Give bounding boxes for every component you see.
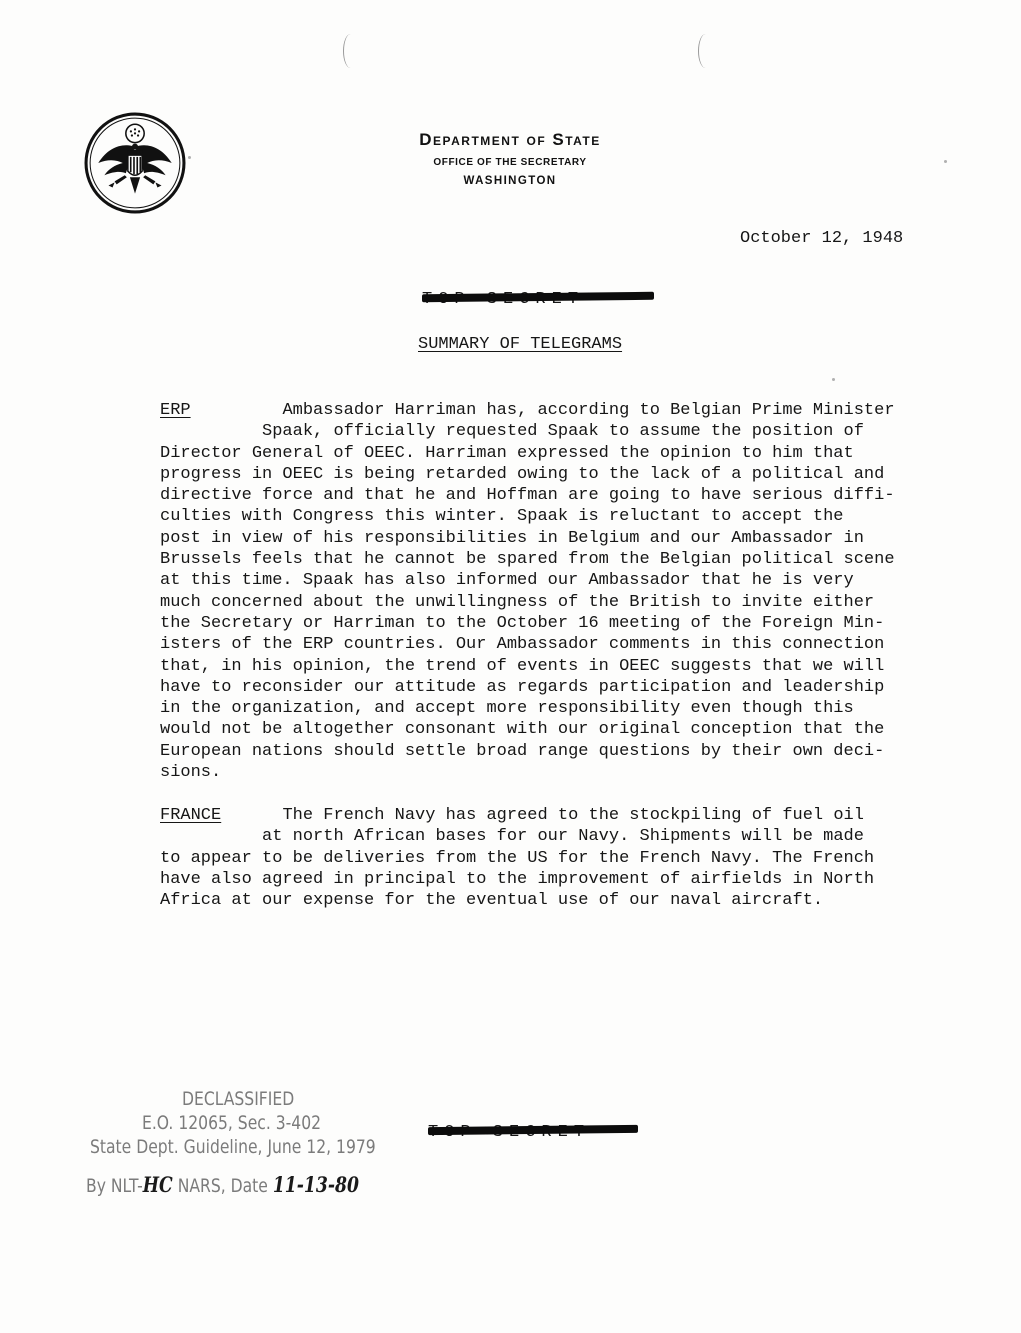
section-line: post in view of his responsibilities in Belgium and our Ambassador in (160, 528, 864, 548)
redaction-strike (422, 292, 654, 302)
paper-speck (188, 156, 191, 159)
punch-hole-mark (698, 34, 713, 68)
section-line: Africa at our expense for the eventual use of our naval aircraft. (160, 891, 824, 911)
section-line: at this time. Spaak has also informed our Ambassador that he is very (160, 571, 854, 591)
section-erp (160, 400, 950, 783)
paper-speck (944, 160, 947, 163)
letterhead (300, 130, 720, 187)
section-heading: FRANCE (160, 806, 222, 825)
section-line: sions. (160, 763, 222, 783)
classification-marking-top (422, 290, 654, 306)
section-france (160, 805, 950, 911)
section-line: Spaak, officially requested Spaak to assume the position of (160, 422, 864, 442)
section-line: Director General of OEEC. Harriman expressed the opinion to him that (160, 443, 854, 463)
section-first-line: Ambassador Harriman has, according to Belgian Prime Minister (282, 401, 895, 420)
section-line: European nations should settle broad range questions by their own deci- (160, 741, 885, 761)
department-seal-icon (84, 112, 186, 214)
stamp-line-3: State Dept. Guideline, June 12, 1979 (90, 1136, 376, 1158)
section-line: much concerned about the unwillingness of the British to invite either (160, 592, 875, 612)
section-line: would not be altogether consonant with our original conception that the (160, 720, 885, 740)
letterhead-office: OFFICE OF THE SECRETARY (433, 157, 587, 168)
section-line: culties with Congress this winter. Spaak is reluctant to accept the (160, 507, 844, 527)
document-date: October 12, 1948 (740, 229, 904, 248)
paper-speck (832, 378, 835, 381)
section-first-line: The French Navy has agreed to the stockpiling of fuel oil (282, 806, 864, 825)
section-heading: ERP (160, 401, 191, 420)
section-line: to appear to be deliveries from the US for the French Navy. The French (160, 848, 875, 868)
stamp-by-label: By NLT- (86, 1175, 143, 1197)
stamp-nars-label: NARS, Date (172, 1175, 273, 1197)
punch-hole-mark (343, 34, 358, 68)
section-line: directive force and that he and Hoffman are going to have serious diffi- (160, 486, 895, 506)
document-title: SUMMARY OF TELEGRAMS (418, 335, 623, 354)
section-line: the Secretary or Harriman to the October 16 meeting of the Foreign Min- (160, 613, 885, 633)
stamp-date: 11-13-80 (272, 1172, 360, 1197)
redaction-strike (428, 1125, 638, 1135)
section-line: have to reconsider our attitude as regards participation and leadership (160, 677, 885, 697)
stamp-line-4 (86, 1172, 359, 1197)
stamp-line-1: DECLASSIFIED (182, 1088, 295, 1110)
letterhead-department: Department of State (419, 130, 601, 149)
section-line: isters of the ERP countries. Our Ambassador comments in this connection (160, 635, 885, 655)
letterhead-city: WASHINGTON (463, 175, 557, 187)
section-line: at north African bases for our Navy. Shipments will be made (160, 827, 864, 847)
section-line: progress in OEEC is being retarded owing to the lack of a political and (160, 464, 885, 484)
stamp-initials: HC (142, 1172, 173, 1197)
classification-marking-bottom (428, 1123, 638, 1139)
stamp-line-2: E.O. 12065, Sec. 3-402 (142, 1112, 322, 1134)
section-line: that, in his opinion, the trend of events in OEEC suggests that we will (160, 656, 885, 676)
section-line: Brussels feels that he cannot be spared from the Belgian political scene (160, 550, 895, 570)
section-line: in the organization, and accept more responsibility even though this (160, 699, 854, 719)
section-line: have also agreed in principal to the improvement of airfields in North (160, 869, 875, 889)
